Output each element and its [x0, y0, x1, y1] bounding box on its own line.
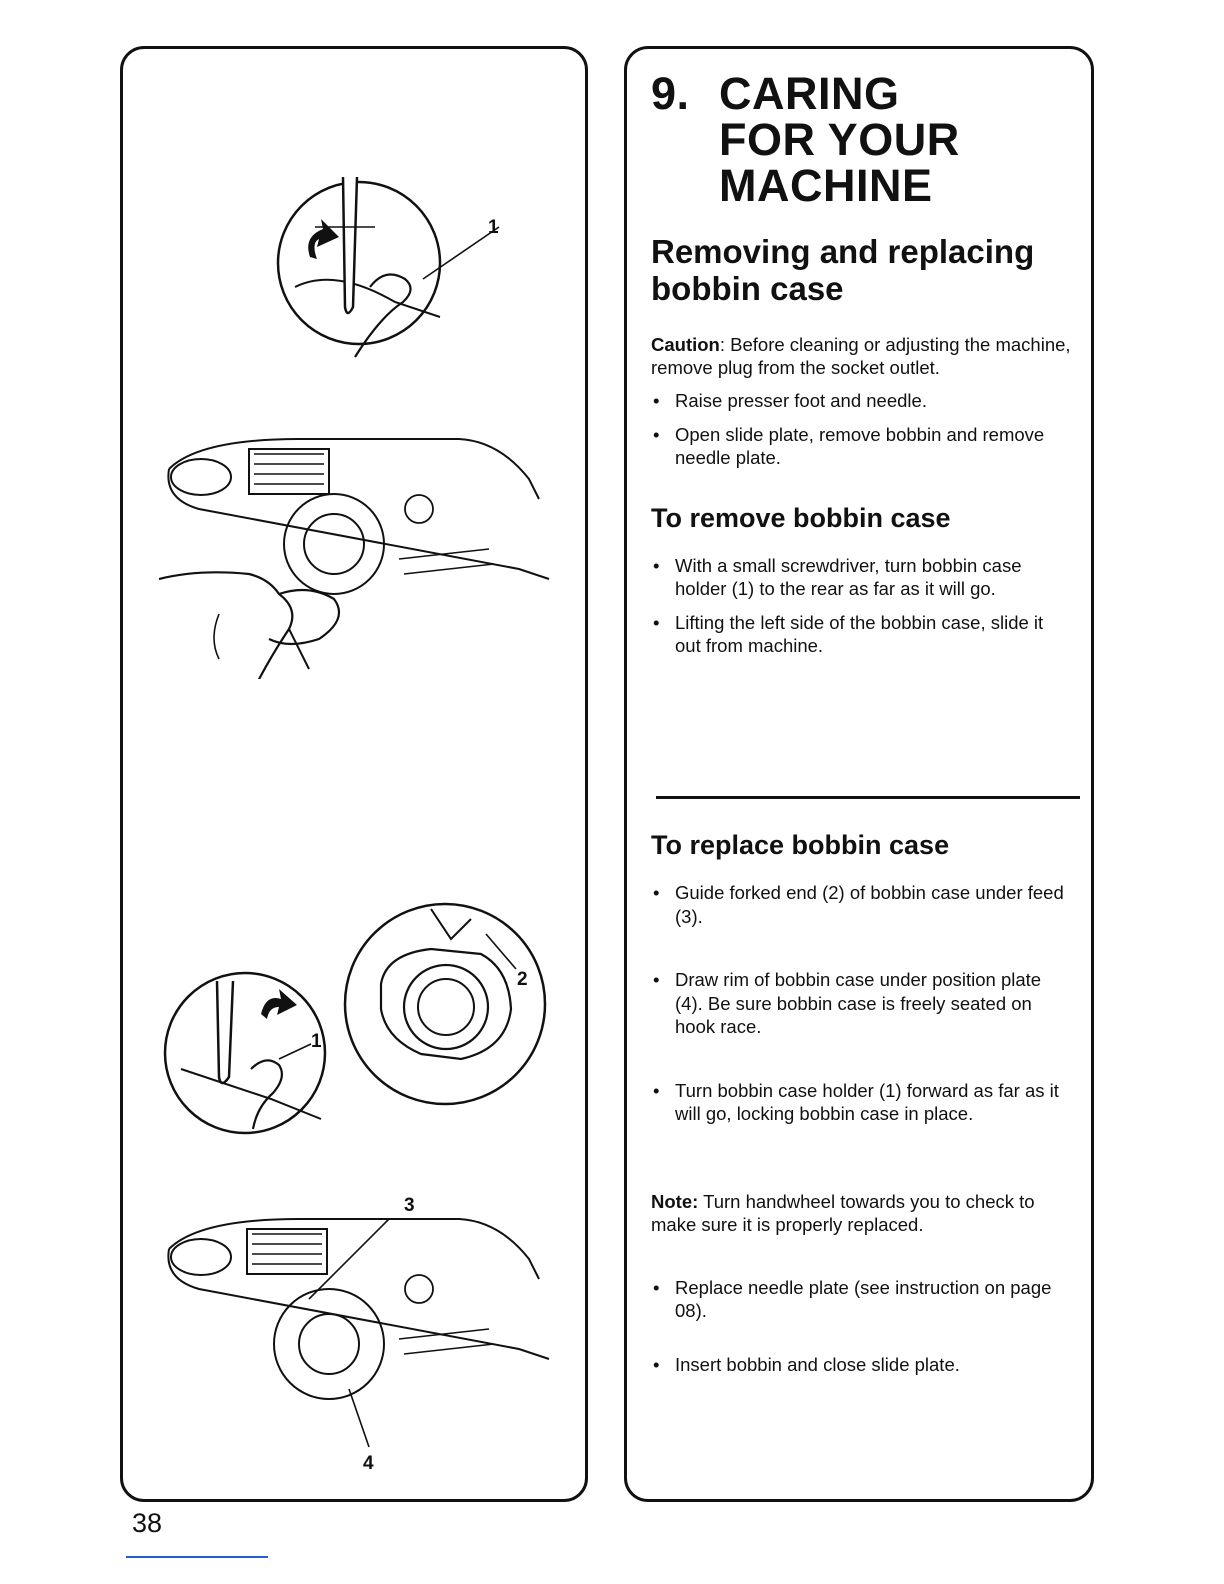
callout-1-top: 1 [488, 217, 499, 238]
remove-title: To remove bobbin case [651, 502, 951, 533]
callout-3: 3 [404, 1195, 415, 1216]
list-item: • Open slide plate, remove bobbin and remove needle plate. [651, 423, 1071, 470]
chapter-title-line: CARING [719, 68, 900, 119]
caution-text: : Before cleaning or adjusting the machine, remove plug from the socket outlet. [651, 334, 1071, 378]
callout-2: 2 [517, 969, 528, 990]
caution-label: Caution [651, 334, 720, 355]
replace-bobbin-case-figure [159, 1189, 559, 1479]
callout-4: 4 [363, 1453, 374, 1474]
footer-rule [126, 1556, 268, 1558]
chapter-title-line: MACHINE [719, 160, 933, 211]
chapter-number: 9. [651, 68, 690, 119]
list-item: • With a small screwdriver, turn bobbin case holder (1) to the rear as far as it will go. [651, 554, 1071, 601]
illustration-panel [120, 46, 588, 1502]
replace-bullets [651, 881, 1071, 1126]
caution-paragraph [651, 333, 1071, 379]
callout-1-lower: 1 [311, 1031, 322, 1052]
section-title: Removing and replacing bobbin case [651, 233, 1035, 307]
list-item: • Draw rim of bobbin case under position plate (4). Be sure bobbin case is freely seated on hook race. [651, 968, 1071, 1039]
replace-title: To replace bobbin case [651, 830, 950, 860]
remove-bullets [651, 554, 1071, 658]
note-text: Turn handwheel towards you to check to make sure it is properly replaced. [651, 1190, 1035, 1235]
list-item: • Turn bobbin case holder (1) forward as far as it will go, locking bobbin case in place. [651, 1079, 1071, 1126]
section-divider [656, 796, 1080, 799]
instructions-content [651, 68, 1071, 658]
chapter-title-lines [719, 68, 960, 211]
list-item: • Replace needle plate (see instruction on page 08). [651, 1276, 1071, 1323]
replace-content [651, 829, 1071, 1376]
list-item: • Raise presser foot and needle. [651, 389, 1071, 413]
list-item: • Guide forked end (2) of bobbin case under feed (3). [651, 881, 1071, 928]
screwdriver-detail-figure [275, 167, 515, 387]
remove-bobbin-case-figure [159, 399, 559, 679]
chapter-title [651, 68, 1071, 211]
list-item: • Lifting the left side of the bobbin case, slide it out from machine. [651, 611, 1071, 658]
hook-race-figure [341, 899, 561, 1109]
instructions-panel [624, 46, 1094, 1502]
note-paragraph [651, 1190, 1071, 1236]
chapter-title-line: FOR YOUR [719, 114, 960, 165]
screwdriver-forward-figure [161, 969, 341, 1149]
list-item: • Insert bobbin and close slide plate. [651, 1353, 1071, 1377]
page-number: 38 [132, 1508, 163, 1538]
section-bullets [651, 389, 1071, 470]
note-label: Note: [651, 1190, 699, 1212]
final-bullets [651, 1276, 1071, 1377]
